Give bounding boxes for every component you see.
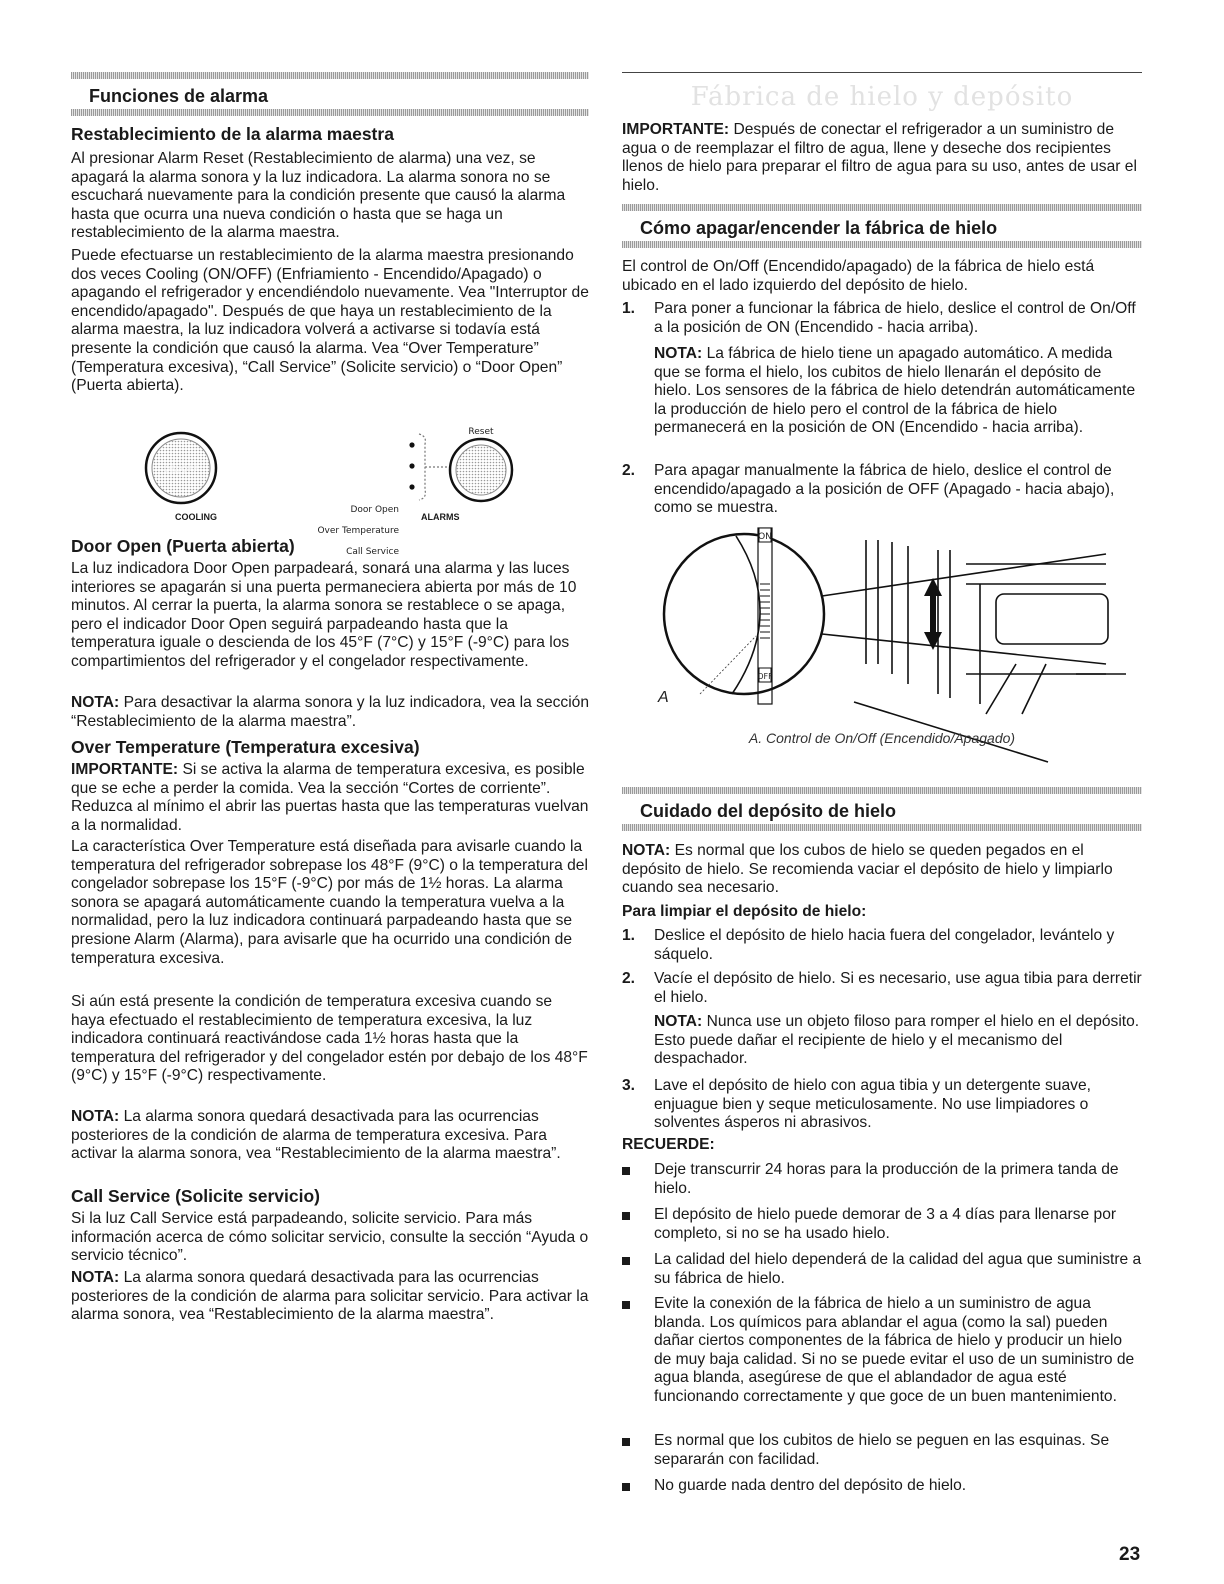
paragraph-over-temperature-2: La característica Over Temperature está diseñada para avisarle cuando la temperatura del refrigerador sobrepase los 48°F (9°C) o la temperatura del congelador sobrepase los 15°F (-9°C) por más de 1½ horas. La alarma sonora se apagará automáticamente cuando la temperatura vuelva a la normalidad, pero la luz indicadora continuará parpadeando hasta que se presione Alarm (Alarma), para avisarle que ha ocurrido una condición de temperatura excesiva. — [71, 838, 588, 967]
on-label: ON — [758, 532, 772, 542]
step-text: Deslice el depósito de hielo hacia fuera del congelador, levántelo y sáquelo. — [654, 927, 1115, 963]
step-text: Para apagar manualmente la fábrica de hielo, deslice el control de encendido/apagado a la posición de OFF (Apagado - hacia abajo), como se muestra. — [654, 462, 1115, 517]
step-text: Para poner a funcionar la fábrica de hielo, deslice el control de On/Off a la posición de ON (Encendido - hacia arriba). — [654, 300, 1136, 336]
remember-heading: RECUERDE: — [622, 1136, 715, 1153]
page-section-title: Fábrica de hielo y depósito — [690, 82, 1074, 112]
call-service-indicator — [409, 484, 414, 489]
section-title-ice-bin-care: Cuidado del depósito de hielo — [640, 801, 897, 821]
note-label: NOTA: — [71, 1269, 120, 1286]
off-label: OFF — [757, 672, 773, 681]
step-number: 1. — [622, 300, 636, 317]
paragraph-door-open: La luz indicadora Door Open parpadeará, sonará una alarma y las luces interiores se apagarán si una puerta permaneciera abierta por más de 10 minutos. Al cerrar la puerta, la alarma sonora se restablece o se apaga, pero el indicador Door Open seguirá parpadeando hasta que la temperatura iguale o descienda de los 45°F (7°C) y 15°F (-9°C) para los compartimientos del refrigerador y el congelador respectivamente. — [71, 560, 577, 670]
bullet-square-icon — [622, 1483, 630, 1491]
bullet-square-icon — [622, 1438, 630, 1446]
paragraph-control-location: El control de On/Off (Encendido/apagado) de la fábrica de hielo está ubicado en el lado izquierdo del depósito de hielo. — [622, 258, 1095, 294]
note-label: NOTA: — [622, 842, 671, 859]
bullet-square-icon — [622, 1167, 630, 1175]
onoff-label: ON/OFF — [163, 465, 199, 475]
note-over-text: La alarma sonora quedará desactivada para las ocurrencias posteriores de la condición de alarma de temperatura excesiva. Para activar la alarma sonora, vea “Restablecimiento de la alarma maestra”. — [71, 1108, 561, 1163]
heading-call-service: Call Service (Solicite servicio) — [71, 1186, 321, 1206]
note-label: NOTA: — [71, 1108, 120, 1125]
bullet-square-icon — [622, 1257, 630, 1265]
figure-caption: A. Control de On/Off (Encendido/Apagado) — [748, 730, 1016, 746]
section-title-ice-maker-onoff: Cómo apagar/encender la fábrica de hielo — [640, 218, 998, 238]
note-door-open — [71, 694, 589, 731]
important-over-temperature — [71, 761, 589, 835]
page-number: 23 — [1119, 1544, 1141, 1565]
step-number: 1. — [622, 927, 636, 944]
paragraph-call-service: Si la luz Call Service está parpadeando, solicite servicio. Para más información acerca de cómo solicitar servicio, consulte la sección “Ayuda o servicio técnico”. — [71, 1210, 589, 1265]
over-temperature-indicator — [409, 463, 414, 468]
note-no-sharp-objects — [654, 1013, 1142, 1069]
step-number: 2. — [622, 462, 636, 479]
note-label: NOTA: — [654, 345, 703, 362]
cooling-button[interactable] — [146, 433, 216, 503]
over-temperature-label: Over Temperature — [317, 526, 399, 536]
step-text: Lave el depósito de hielo con agua tibia y un detergente suave, enjuague bien y seque meticulosamente. No use limpiadores o solventes ásperos ni abrasivos. — [654, 1077, 1091, 1132]
bullet-text: La calidad del hielo dependerá de la calidad del agua que suministre a su fábrica de hielo. — [654, 1251, 1142, 1287]
bullet-text: El depósito de hielo puede demorar de 3 a 4 días para llenarse por completo, si no se ha usado hielo. — [654, 1206, 1117, 1242]
note-ice-stuck — [622, 842, 1142, 898]
paragraph-over-temperature-3: Si aún está presente la condición de temperatura excesiva cuando se haya efectuado el restablecimiento de temperatura excesiva, la luz indicadora continuará reactivándose cada 1½ horas hasta que la temperatura del refrigerador y del congelador estén por debajo de los 48°F (9°C) y 15°F (-9°C) respectivamente. — [71, 993, 588, 1085]
bullet-square-icon — [622, 1212, 630, 1220]
bullet-text: No guarde nada dentro del depósito de hielo. — [654, 1477, 967, 1494]
important-label: IMPORTANTE: — [71, 761, 179, 778]
cooling-label: COOLING — [175, 512, 217, 522]
section-divider — [622, 241, 1142, 248]
note-sharp-text: Nunca use un objeto filoso para romper el hielo en el depósito. Esto puede dañar el recipiente de hielo y el mecanismo del despachador. — [654, 1013, 1140, 1068]
note-call-text: La alarma sonora quedará desactivada para las ocurrencias posteriores de la condición de alarma para solicitar servicio. Para activar la alarma sonora, vea “Restablecimiento de la alarma maestra”. — [71, 1269, 589, 1324]
step-number: 3. — [622, 1077, 636, 1094]
step-number: 2. — [622, 970, 636, 987]
heading-over-temperature: Over Temperature (Temperatura excesiva) — [71, 737, 420, 757]
note-ice-text: Es normal que los cubos de hielo se queden pegados en el depósito de hielo. Se recomienda vaciar el depósito de hielo y limpiarlo cuando sea necesario. — [622, 842, 1113, 897]
note-auto-shutoff — [654, 345, 1142, 438]
note-call-service — [71, 1269, 589, 1325]
section-divider — [622, 204, 1142, 211]
section-title-alarms: Funciones de alarma — [89, 86, 269, 106]
clean-heading: Para limpiar el depósito de hielo: — [622, 903, 867, 920]
important-over-text: Si se activa la alarma de temperatura excesiva, es posible que se eche a perder la comida. Vea la sección “Cortes de corriente”. Reduzca al mínimo el abrir las puertas hasta que las temperaturas vuelvan a la normalidad. — [71, 761, 589, 834]
bullet-text: Es normal que los cubitos de hielo se peguen en las esquinas. Se separarán con facilidad. — [654, 1432, 1110, 1468]
reset-label: Reset — [468, 427, 494, 437]
section-divider — [622, 824, 1142, 831]
bullet-text: Deje transcurrir 24 horas para la producción de la primera tanda de hielo. — [654, 1161, 1119, 1197]
section-divider — [71, 109, 589, 116]
door-open-label: Door Open — [350, 505, 399, 515]
ice-bin-outline — [996, 594, 1108, 644]
up-down-arrow-icon — [924, 578, 942, 650]
note-auto-text: La fábrica de hielo tiene un apagado automático. A medida que se forma el hielo, los cubitos de hielo llenarán el depósito de hielo. Los sensores de la fábrica de hielo detendrán automáticamente la producción de hielo pero el control de la fábrica de hielo permanecerá en la posición de ON (Encendido - hacia arriba). — [654, 345, 1136, 437]
paragraph-master-reset-1: Al presionar Alarm Reset (Restablecimiento de alarma) una vez, se apagará la alarma sonora y la luz indicadora. La alarma sonora no se escuchará nuevamente para la condición presente que causó la alarma hasta que ocurra una nueva condición o hasta que se haga un restablecimiento de la alarma maestra. — [71, 150, 566, 242]
step-text: Vacíe el depósito de hielo. Si es necesario, use agua tibia para derretir el hielo. — [654, 970, 1142, 1006]
call-service-label: Call Service — [346, 547, 399, 557]
note-label: NOTA: — [654, 1013, 703, 1030]
alarms-label: ALARMS — [421, 512, 460, 522]
alarm-reset-button[interactable] — [450, 439, 512, 501]
section-divider — [622, 787, 1142, 794]
section-divider — [71, 72, 589, 79]
door-open-indicator — [409, 442, 414, 447]
note-over-temperature — [71, 1108, 589, 1164]
note-label: NOTA: — [71, 694, 120, 711]
important-paragraph — [622, 121, 1142, 195]
note-door-text: Para desactivar la alarma sonora y la luz indicadora, vea la sección “Restablecimiento de la alarma maestra”. — [71, 694, 590, 730]
important-label: IMPORTANTE: — [622, 121, 730, 138]
ice-maker-illustration — [656, 524, 1136, 724]
important-text: Después de conectar el refrigerador a un suministro de agua o de reemplazar el filtro de agua, llene y deseche dos recipientes llenos de hielo para preparar el filtro de agua para su uso, antes de usar el hielo. — [622, 121, 1137, 194]
bin-edge-curve — [732, 536, 760, 694]
heading-master-reset: Restablecimiento de la alarma maestra — [71, 124, 394, 144]
bullet-text: Evite la conexión de la fábrica de hielo a un suministro de agua blanda. Los químicos para ablandar el agua (como la sal) pueden dañar ciertos componentes de la fábrica de hielo y producir un hielo de muy baja calidad. Si no se puede evitar el uso de un suministro de agua blanda, asegúrese de que el ablandador de agua esté funcionando correctamente y que goce de un buen mantenimiento. — [654, 1295, 1135, 1405]
top-rule — [622, 72, 1142, 73]
magnifier-circle — [664, 534, 824, 694]
callout-a-label: A — [658, 689, 669, 706]
bracket-line — [419, 434, 425, 500]
heading-door-open: Door Open (Puerta abierta) — [71, 536, 295, 556]
paragraph-master-reset-2: Puede efectuarse un restablecimiento de la alarma maestra presionando dos veces Cooling (ON/OFF) (Enfriamiento - Encendido/Apagado) o apagando el refrigerador y encendiéndolo nuevamente. Vea "Interruptor de encendido/apagado". Después de que haya un restablecimiento de la alarma maestra, la luz indicadora volverá a activarse si todavía está presente la condición que causó la alarma. Vea “Over Temperature” (Temperatura excesiva), “Call Service” (Solicite servicio) o “Door Open” (Puerta abierta). — [71, 247, 589, 395]
bullet-square-icon — [622, 1301, 630, 1309]
